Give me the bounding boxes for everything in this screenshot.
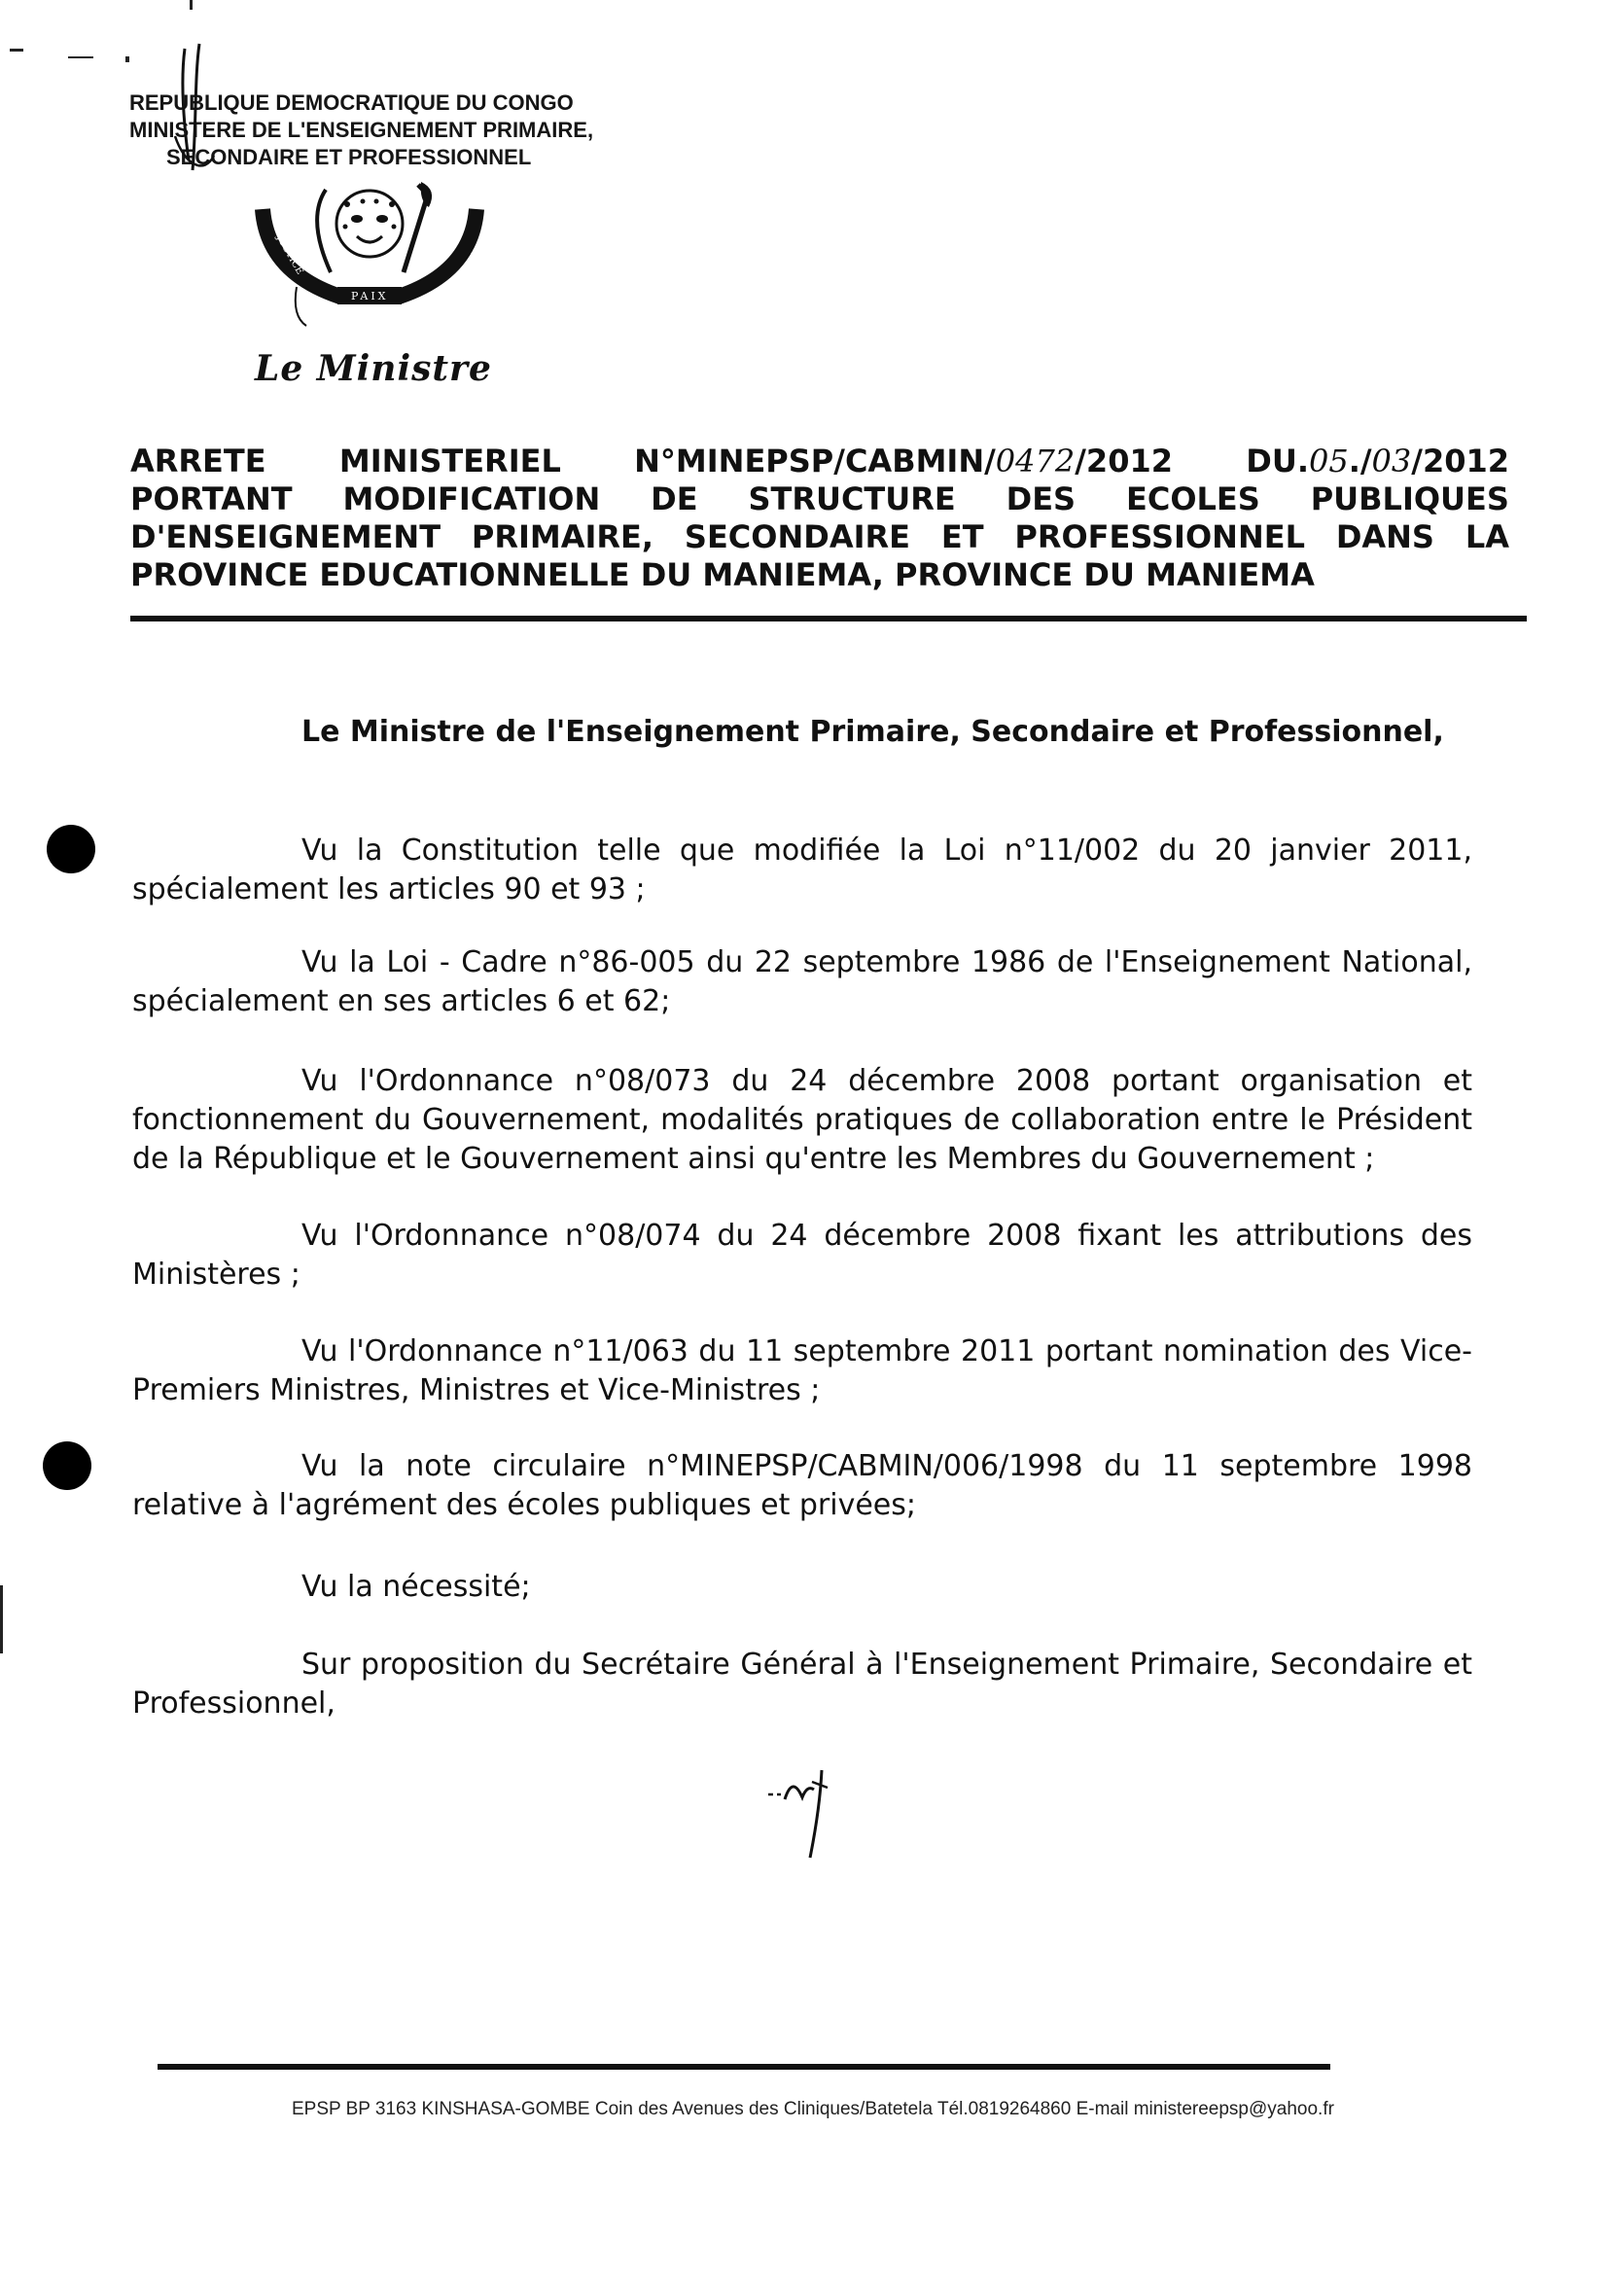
- handwritten-decree-number: 0472: [995, 443, 1076, 479]
- footer-divider: [158, 2064, 1330, 2070]
- leopard-head-icon: [336, 191, 403, 257]
- title-word: STRUCTURE: [748, 480, 956, 517]
- title-line-3: [130, 518, 1509, 556]
- clause-text: Vu la Constitution telle que modifiée la Loi n°11/002 du 20 janvier 2011, spécialement les articles 90 et 93 ;: [132, 834, 1472, 906]
- clause-proposition: [132, 1646, 1472, 1723]
- scan-speck: [10, 49, 23, 52]
- decree-number-suffix: /2012: [1075, 443, 1173, 479]
- scan-speck: [190, 0, 193, 10]
- decree-date-suffix: /2012: [1411, 443, 1509, 479]
- clause-ordonnance-08-073: [132, 1062, 1472, 1179]
- handwritten-month: 03: [1371, 443, 1412, 479]
- decree-number-prefix: N°MINEPSP/CABMIN/: [634, 443, 996, 479]
- letterhead-ministry: MINISTERE DE L'ENSEIGNEMENT PRIMAIRE,: [129, 118, 594, 142]
- title-line-4: PROVINCE EDUCATIONNELLE DU MANIEMA, PROVINCE DU MANIEMA: [130, 556, 1315, 593]
- scan-edge-mark: [0, 1585, 3, 1653]
- clause-note-circulaire: [132, 1447, 1472, 1525]
- title-word: D'ENSEIGNEMENT: [130, 518, 441, 555]
- decree-title: [130, 443, 1509, 594]
- title-word: SECONDAIRE: [684, 518, 910, 555]
- clause-text: Vu la note circulaire n°MINEPSP/CABMIN/006/1998 du 11 septembre 1998 relative à l'agrément des écoles publiques et privées;: [132, 1449, 1472, 1522]
- title-word: ET: [940, 518, 984, 555]
- preamble: Le Ministre de l'Enseignement Primaire, Secondaire et Professionnel,: [301, 715, 1444, 749]
- title-word: ECOLES: [1125, 480, 1260, 517]
- clause-loi-cadre: [132, 943, 1472, 1021]
- punch-hole: [47, 825, 95, 873]
- spear-icon: [404, 182, 432, 272]
- decree-date-prefix: DU.: [1246, 443, 1309, 479]
- title-word: PROFESSIONNEL: [1014, 518, 1305, 555]
- motto-justice: JUSTICE: [273, 232, 305, 277]
- title-word: MINISTERIEL: [338, 443, 561, 479]
- title-word: MODIFICATION: [342, 480, 601, 517]
- clause-text: Vu la nécessité;: [301, 1570, 531, 1604]
- clause-text: Vu l'Ordonnance n°11/063 du 11 septembre 2011 portant nomination des Vice-Premiers Ministres, Ministres et Vice-Ministres ;: [132, 1334, 1472, 1407]
- clause-text: Sur proposition du Secrétaire Général à l'Enseignement Primaire, Secondaire et Professionnel,: [132, 1648, 1472, 1721]
- title-word: ARRETE: [130, 443, 266, 479]
- punch-hole: [43, 1441, 91, 1490]
- title-word: PUBLIQUES: [1310, 480, 1509, 517]
- title-word: PRIMAIRE,: [471, 518, 654, 555]
- letterhead-ministry-cont: SECONDAIRE ET PROFESSIONNEL: [166, 145, 532, 169]
- tusk-icon: [317, 190, 331, 272]
- decree-date-sep: ./: [1348, 443, 1372, 479]
- title-line-2: [130, 480, 1509, 518]
- scan-speck: [68, 56, 93, 58]
- footer-contact: EPSP BP 3163 KINSHASA-GOMBE Coin des Avenues des Cliniques/Batetela Tél.0819264860 E-mail ministereepsp@yahoo.fr: [292, 2099, 1334, 2119]
- clause-ordonnance-08-074: [132, 1217, 1472, 1295]
- clause-text: Vu la Loi - Cadre n°86-005 du 22 septembre 1986 de l'Enseignement National, spécialement en ses articles 6 et 62;: [132, 945, 1472, 1018]
- handwritten-mark: [146, 39, 263, 185]
- letterhead-country: REPUBLIQUE DEMOCRATIQUE DU CONGO: [129, 90, 574, 115]
- clause-ordonnance-11-063: [132, 1332, 1472, 1410]
- motto-travail: TRAVAIL: [457, 237, 489, 281]
- title-word: DE: [651, 480, 698, 517]
- minister-signature-label: Le Ministre: [255, 348, 492, 389]
- motto-paix: PAIX: [351, 290, 389, 302]
- scan-speck: [125, 56, 129, 62]
- decree-date: [1246, 443, 1509, 480]
- motto-ribbon-left: [263, 209, 340, 297]
- title-word: PORTANT: [130, 480, 293, 517]
- clause-necessite: [132, 1568, 1472, 1607]
- title-divider: [130, 616, 1527, 621]
- clause-text: Vu l'Ordonnance n°08/074 du 24 décembre 2008 fixant les attributions des Ministères ;: [132, 1219, 1472, 1292]
- coat-of-arms-emblem: [248, 180, 491, 345]
- handwritten-initials: [763, 1760, 851, 1867]
- title-line-1: [130, 443, 1509, 480]
- title-word: LA: [1465, 518, 1509, 555]
- title-word: DANS: [1335, 518, 1434, 555]
- title-word: DES: [1006, 480, 1077, 517]
- decree-number: [634, 443, 1173, 480]
- clause-text: Vu l'Ordonnance n°08/073 du 24 décembre 2008 portant organisation et fonctionnement du Gouvernement, modalités pratiques de collaboration entre le Président de la République et le Gouvernement ainsi qu'entre les Membres du Gouvernement ;: [132, 1064, 1472, 1176]
- clause-constitution: [132, 832, 1472, 909]
- handwritten-day: 05: [1308, 443, 1349, 479]
